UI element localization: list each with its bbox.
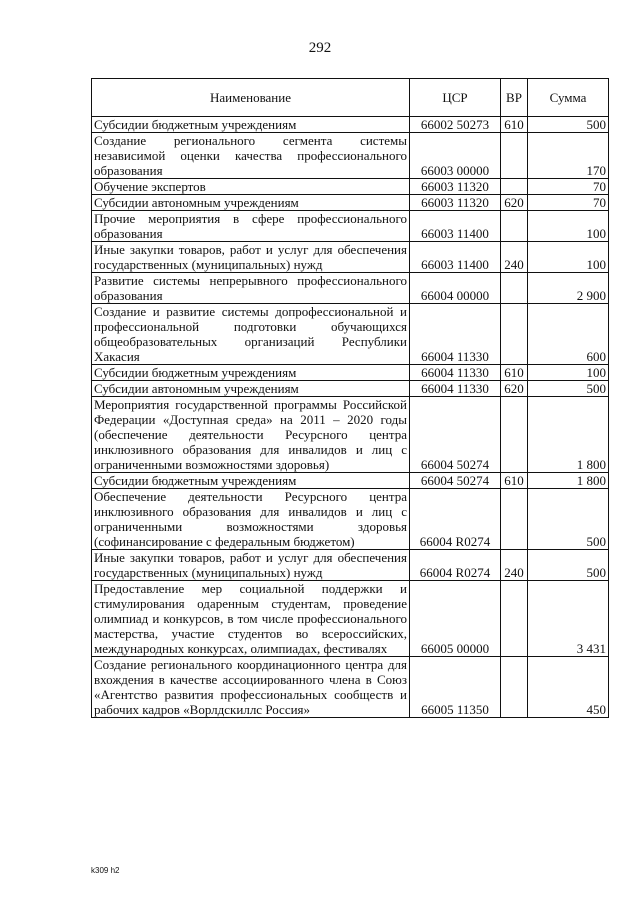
cell-name: Субсидии автономным учреждениям — [92, 195, 410, 211]
table-row — [92, 489, 609, 550]
cell-sum: 500 — [528, 381, 609, 397]
cell-vr — [501, 657, 528, 718]
table-row — [92, 397, 609, 473]
cell-name: Создание и развитие системы допрофессиональной и профессиональной подготовки обучающихся общеобразовательных организаций Республики Хакасия — [92, 304, 410, 365]
cell-sum: 1 800 — [528, 397, 609, 473]
cell-vr — [501, 581, 528, 657]
table-row — [92, 365, 609, 381]
cell-csr: 66005 11350 — [410, 657, 501, 718]
cell-csr: 66004 50274 — [410, 397, 501, 473]
cell-name: Субсидии бюджетным учреждениям — [92, 365, 410, 381]
header-name: Наименование — [92, 79, 410, 117]
budget-table — [91, 78, 609, 718]
table-row — [92, 581, 609, 657]
cell-vr — [501, 179, 528, 195]
cell-vr: 610 — [501, 473, 528, 489]
cell-vr — [501, 397, 528, 473]
table-row — [92, 117, 609, 133]
header-vr: ВР — [501, 79, 528, 117]
cell-csr: 66004 11330 — [410, 365, 501, 381]
cell-name: Иные закупки товаров, работ и услуг для обеспечения государственных (муниципальных) нужд — [92, 550, 410, 581]
cell-csr: 66003 11320 — [410, 195, 501, 211]
cell-vr: 240 — [501, 550, 528, 581]
cell-sum: 70 — [528, 179, 609, 195]
cell-csr: 66004 11330 — [410, 304, 501, 365]
cell-name: Субсидии бюджетным учреждениям — [92, 117, 410, 133]
table-row — [92, 381, 609, 397]
header-sum: Сумма — [528, 79, 609, 117]
table-row — [92, 473, 609, 489]
cell-vr — [501, 273, 528, 304]
cell-sum: 500 — [528, 117, 609, 133]
header-csr: ЦСР — [410, 79, 501, 117]
cell-csr: 66004 11330 — [410, 381, 501, 397]
cell-sum: 1 800 — [528, 473, 609, 489]
cell-name: Обеспечение деятельности Ресурсного центра инклюзивного образования для инвалидов и лиц с ограниченными возможностями здоровья (софинансирование с федеральным бюджетом) — [92, 489, 410, 550]
cell-sum: 100 — [528, 242, 609, 273]
table-header-row — [92, 79, 609, 117]
cell-sum: 100 — [528, 365, 609, 381]
page-number: 292 — [308, 40, 332, 56]
cell-vr: 620 — [501, 195, 528, 211]
table-row — [92, 273, 609, 304]
table-row — [92, 304, 609, 365]
table-row — [92, 211, 609, 242]
table-row — [92, 550, 609, 581]
table-row — [92, 133, 609, 179]
cell-name: Прочие мероприятия в сфере профессионального образования — [92, 211, 410, 242]
cell-name: Обучение экспертов — [92, 179, 410, 195]
cell-name: Создание регионального сегмента системы независимой оценки качества профессионального образования — [92, 133, 410, 179]
cell-sum: 100 — [528, 211, 609, 242]
cell-name: Иные закупки товаров, работ и услуг для обеспечения государственных (муниципальных) нужд — [92, 242, 410, 273]
cell-name: Мероприятия государственной программы Российской Федерации «Доступная среда» на 2011 – 2020 годы (обеспечение деятельности Ресурсного центра инклюзивного образования для инвалидов и лиц с ограниченными возможностями здоровья) — [92, 397, 410, 473]
table-row — [92, 179, 609, 195]
table-row — [92, 242, 609, 273]
cell-name: Создание регионального координационного центра для вхождения в качестве ассоциированного члена в Союз «Агентство развития профессиональных сообществ и рабочих кадров «Ворлдскиллс Россия» — [92, 657, 410, 718]
cell-sum: 2 900 — [528, 273, 609, 304]
cell-vr: 610 — [501, 365, 528, 381]
cell-vr: 610 — [501, 117, 528, 133]
cell-csr: 66004 R0274 — [410, 550, 501, 581]
cell-sum: 450 — [528, 657, 609, 718]
cell-csr: 66003 11400 — [410, 242, 501, 273]
cell-sum: 500 — [528, 550, 609, 581]
cell-csr: 66004 50274 — [410, 473, 501, 489]
cell-name: Субсидии бюджетным учреждениям — [92, 473, 410, 489]
cell-sum: 170 — [528, 133, 609, 179]
cell-vr — [501, 304, 528, 365]
cell-csr: 66002 50273 — [410, 117, 501, 133]
cell-sum: 3 431 — [528, 581, 609, 657]
cell-name: Предоставление мер социальной поддержки и стимулирования одаренным студентам, проведение олимпиад и конкурсов, в том числе профессионального мастерства, участие студентов во всероссийских, международных конкурсах, олимпиадах, фестивалях — [92, 581, 410, 657]
cell-sum: 500 — [528, 489, 609, 550]
cell-csr: 66003 11320 — [410, 179, 501, 195]
cell-vr — [501, 489, 528, 550]
cell-sum: 600 — [528, 304, 609, 365]
cell-vr — [501, 211, 528, 242]
cell-vr: 620 — [501, 381, 528, 397]
cell-name: Субсидии автономным учреждениям — [92, 381, 410, 397]
table-row — [92, 657, 609, 718]
table-row — [92, 195, 609, 211]
cell-csr: 66005 00000 — [410, 581, 501, 657]
cell-csr: 66004 R0274 — [410, 489, 501, 550]
cell-sum: 70 — [528, 195, 609, 211]
cell-csr: 66003 00000 — [410, 133, 501, 179]
cell-csr: 66004 00000 — [410, 273, 501, 304]
cell-vr — [501, 133, 528, 179]
cell-csr: 66003 11400 — [410, 211, 501, 242]
footer-code: k309 h2 — [91, 866, 120, 875]
cell-name: Развитие системы непрерывного профессионального образования — [92, 273, 410, 304]
cell-vr: 240 — [501, 242, 528, 273]
